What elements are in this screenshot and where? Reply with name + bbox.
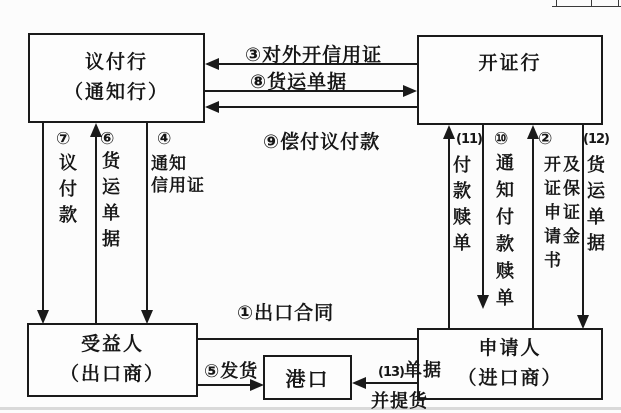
- applicant-label-line2: （进口商）: [457, 367, 563, 389]
- arrowhead-left-icon: [205, 101, 219, 113]
- flow-number: ①: [237, 302, 255, 324]
- issuing-bank-label: 开证行: [478, 52, 542, 74]
- beneficiary-box: [27, 323, 198, 397]
- arrow-negotiate-payment-label: 议付款: [56, 153, 77, 231]
- scan-artifact-tick: [618, 0, 619, 6]
- flow-text: 出口合同: [254, 302, 335, 324]
- arrowhead-left-icon: [352, 377, 366, 389]
- flow-number: ⑥: [100, 129, 115, 149]
- flow-text-col2: 及保证金: [559, 155, 579, 251]
- arrow-reimburse-label: [263, 127, 380, 154]
- arrowhead-down-icon: [37, 310, 49, 324]
- port-label: 港口: [285, 367, 330, 391]
- flow-text: 货运单据: [267, 71, 348, 93]
- arrow-notify-redeem-line: [482, 125, 484, 297]
- arrow-reimburse-line: [207, 106, 417, 108]
- beneficiary-label-line2: （出口商）: [59, 363, 165, 385]
- arrow-shipping-docs-line: [95, 136, 97, 323]
- applicant-box: [417, 328, 603, 400]
- contract-label: [237, 298, 334, 325]
- flow-text-line2: 信用证: [151, 176, 205, 196]
- port-box: [263, 355, 352, 400]
- flow-number: ④: [157, 129, 172, 149]
- flow-number: ⑦: [56, 129, 71, 149]
- beneficiary-label-line1: 受益人: [80, 333, 144, 355]
- arrow-notify-redeem-label: 通知付款赎单: [493, 153, 514, 315]
- arrow-shipping-docs-label: 货运单据: [99, 151, 120, 255]
- scan-artifact-tick: [591, 0, 592, 6]
- negotiating-bank-label-line1: 议付行: [84, 51, 148, 73]
- flow-number: ③: [245, 44, 263, 66]
- flow-number: (12): [583, 132, 609, 147]
- flow-number: (11): [456, 132, 482, 147]
- arrow-negotiate-payment-line: [42, 123, 44, 311]
- flow-text: 对外开信用证: [262, 44, 383, 66]
- flow-text-line1: 通知: [151, 154, 187, 174]
- arrowhead-up-icon: [443, 125, 455, 139]
- flow-number: ⑧: [250, 71, 268, 93]
- flow-text: 单据: [403, 360, 442, 381]
- flow-text: 偿付议付款: [280, 131, 381, 153]
- arrowhead-left-icon: [205, 58, 219, 70]
- arrow-application-line: [532, 138, 534, 328]
- arrowhead-right-icon: [403, 85, 417, 97]
- negotiating-bank-box: [28, 33, 205, 123]
- arrowhead-down-icon: [477, 295, 489, 309]
- contract-line: [198, 338, 417, 340]
- arrow-docs-pickup-line: [364, 382, 417, 384]
- issuing-bank-box: [417, 35, 603, 125]
- flow-number: ⑨: [263, 131, 281, 153]
- arrow-ship-goods-line: [198, 384, 252, 386]
- arrow-forward-docs-label: [250, 67, 347, 94]
- arrowhead-down-icon: [577, 315, 589, 329]
- negotiating-bank-label-line2: （通知行）: [63, 81, 169, 103]
- flow-number: ②: [538, 129, 553, 149]
- scan-artifact-tick: [556, 0, 557, 6]
- flow-number: (13): [378, 365, 404, 380]
- arrow-advise-lc-line: [146, 123, 148, 311]
- arrow-pay-redeem-label: 付款赎单: [450, 155, 471, 259]
- flow-number: ⑩: [494, 129, 509, 149]
- flow-text: 发货: [220, 361, 259, 382]
- arrow-docs-pickup-label-top: [378, 356, 442, 382]
- arrow-application-label: [540, 155, 578, 275]
- arrow-docs-pickup-label-bottom: 并提货: [371, 391, 428, 412]
- arrow-ship-goods-label: [204, 357, 258, 383]
- arrow-advise-lc-label: [151, 153, 205, 197]
- applicant-label-line1: 申请人: [478, 337, 542, 359]
- scan-artifact-table-edge: [552, 6, 621, 7]
- arrow-release-docs-label: 货运单据: [584, 155, 605, 259]
- arrowhead-down-icon: [141, 310, 153, 324]
- flow-text-col1: 开证申请书: [540, 155, 560, 275]
- arrow-issue-lc-label: [245, 40, 382, 67]
- flow-number: ⑤: [204, 361, 221, 382]
